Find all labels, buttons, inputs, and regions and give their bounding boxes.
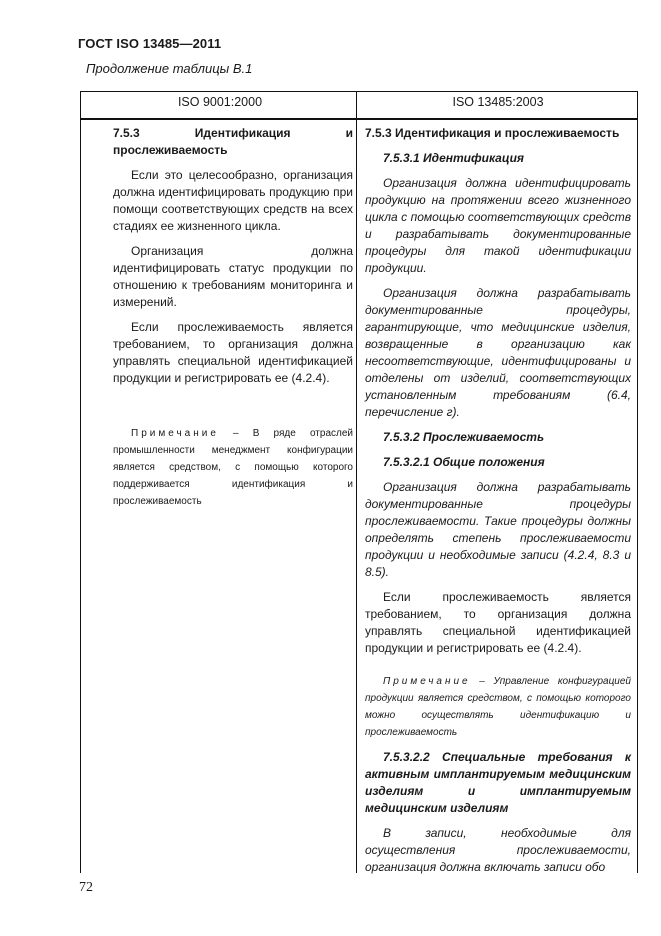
left-note-label: Примечание [131,428,219,439]
right-subsection-traceability: 7.5.3.2 Прослеживаемость [383,430,545,444]
left-paragraph-1: Если это целесообразно, организация должна идентифицировать продукцию при помощи соответствующих средств на всех стадиях ее жизненного цикла. [113,168,353,233]
right-paragraph-general-1: Организация должна разрабатывать документированные процедуры прослеживаемости. Такие процедуры должны определять степень прослеживаемости продукции и необходимые записи (4.2.4, 8.3 и 8.5). [365,480,631,579]
spacer [365,665,631,673]
column-separator [356,92,357,873]
left-column-content [113,125,353,510]
left-paragraph-2: Организация должна идентифицировать статус продукции по отношению к требованиям мониторинга и измерений. [113,244,353,309]
table-caption: Продолжение таблицы В.1 [86,61,253,76]
spacer [113,395,353,425]
document-header: ГОСТ ISO 13485—2011 [78,36,222,51]
right-paragraph-identification-1: Организация должна идентифицировать продукцию на протяжении всего жизненного цикла с помощью соответствующих средств и разрабатывать документированные процедуры для такой идентификации продукции. [365,176,631,275]
left-note-text: – В ряде отраслей промышленности менеджмент конфигурации является средством, с помощью которого поддерживается идентификация и прослеживаемость [113,428,353,507]
right-note-text: – Управление конфигурацией продукции является средством, с помощью которого можно осуществлять идентификацию и прослеживаемость [365,676,631,738]
right-note-label: Примечание [383,676,471,687]
left-note [113,425,353,510]
right-section-heading: 7.5.3 Идентификация и прослеживаемость [365,126,620,140]
right-paragraph-general-2: Если прослеживаемость является требованием, то организация должна управлять специальной идентификацией продукции и регистрировать ее (4.2.4). [365,590,631,655]
right-note [365,673,631,741]
right-column-content [365,125,631,884]
comparison-table [80,91,638,873]
page-number: 72 [79,880,93,895]
right-paragraph-special-1: В записи, необходимые для осуществления прослеживаемости, организация должна включать записи обо [365,826,631,874]
table-header [81,92,637,120]
left-section-heading: 7.5.3 Идентификация и прослеживаемость [113,126,353,157]
right-subsection-identification: 7.5.3.1 Идентификация [383,151,524,165]
left-paragraph-3: Если прослеживаемость является требованием, то организация должна управлять специальной идентификацией продукции и регистрировать ее (4.2.4). [113,320,353,385]
right-paragraph-identification-2: Организация должна разрабатывать документированные процедуры, гарантирующие, что медицинские изделия, возвращенные в организацию как несоответствующие, идентифицированы и отделены от изделий, соответствующих установленным требованиям (6.4, перечисление г). [365,286,631,419]
column-header-iso13485: ISO 13485:2003 [452,95,544,109]
column-header-iso9001: ISO 9001:2000 [177,95,263,109]
right-subsection-general: 7.5.3.2.1 Общие положения [383,455,545,469]
right-subsection-special-requirements: 7.5.3.2.2 Специальные требования к активным имплантируемым медицинским изделиям и имплантируемым медицинским изделиям [365,750,631,815]
